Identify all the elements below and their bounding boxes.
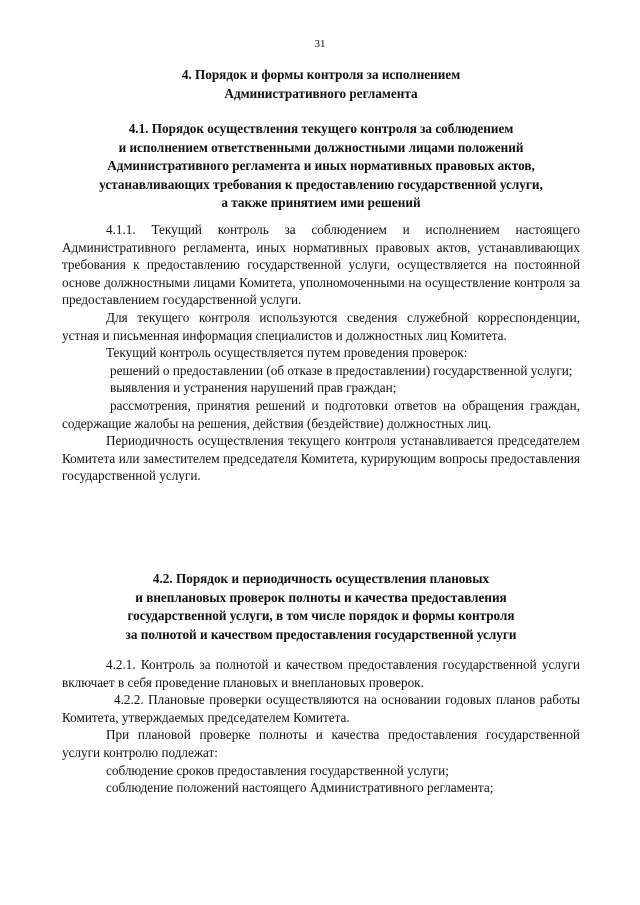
paragraph: выявления и устранения нарушений прав граждан;	[110, 380, 397, 396]
paragraph: 4.2.1. Контроль за полнотой и качеством предоставления государственной услуги включает в себя проведение плановых и внеплановых проверок.	[62, 657, 580, 690]
heading-line: 4.2. Порядок и периодичность осуществления плановых	[152, 571, 490, 586]
heading-line: устанавливающих требования к предоставлению государственной услуги,	[99, 176, 543, 192]
heading-line: 4.1. Порядок осуществления текущего контроля за соблюдением	[128, 121, 514, 136]
section-4-1-heading	[62, 120, 580, 213]
paragraph: рассмотрения, принятия решений и подготовки ответов на обращения граждан, содержащие жалобы на решения, действия (бездействие) должностных лиц.	[62, 397, 580, 431]
paragraph: 4.1.1. Текущий контроль за соблюдением и исполнением настоящего Административного регламента, иных нормативных правовых актов, устанавливающих требования к предоставлению государственной услуги, осуществляется на постоянной основе должностными лицами Комитета, уполномоченными на осуществление контроля за предоставлением государственной услуги.	[62, 222, 580, 308]
section-4-heading	[62, 66, 580, 103]
heading-line: 4. Порядок и формы контроля за исполнением	[181, 67, 461, 82]
heading-line: и исполнением ответственными должностными лицами положений	[118, 139, 524, 155]
heading-line: Административного регламента	[224, 85, 418, 101]
paragraph: соблюдение сроков предоставления государственной услуги;	[106, 762, 449, 778]
paragraph: Для текущего контроля используются сведения служебной корреспонденции, устная и письменная информация специалистов и должностных лиц Комитета.	[62, 309, 580, 343]
page-number: 31	[314, 38, 326, 50]
paragraph: При плановой проверке полноты и качества предоставления государственной услуги контролю подлежат:	[62, 727, 580, 760]
paragraph: решений о предоставлении (об отказе в предоставлении) государственной услуги;	[110, 362, 573, 378]
heading-line: за полнотой и качеством предоставления государственной услуги	[125, 626, 517, 642]
section-4-2-heading	[62, 570, 580, 644]
paragraph: соблюдение положений настоящего Административного регламента;	[106, 780, 494, 796]
section-4-1-body	[62, 221, 580, 485]
paragraph: 4.2.2. Плановые проверки осуществляются на основании годовых планов работы Комитета, утверждаемых председателем Комитета.	[62, 692, 580, 725]
section-4-2-body	[62, 656, 580, 797]
heading-line: государственной услуги, в том числе порядок и формы контроля	[127, 608, 515, 623]
heading-line: Административного регламента и иных нормативных правовых актов,	[107, 158, 535, 173]
heading-line: а также принятием ими решений	[221, 195, 421, 210]
paragraph: Текущий контроль осуществляется путем проведения проверок:	[106, 345, 468, 361]
paragraph: Периодичность осуществления текущего контроля устанавливается председателем Комитета или заместителем председателя Комитета, курирующим вопросы предоставления государственной услуги.	[62, 433, 580, 484]
heading-line: и внеплановых проверок полноты и качества предоставления	[135, 589, 507, 605]
